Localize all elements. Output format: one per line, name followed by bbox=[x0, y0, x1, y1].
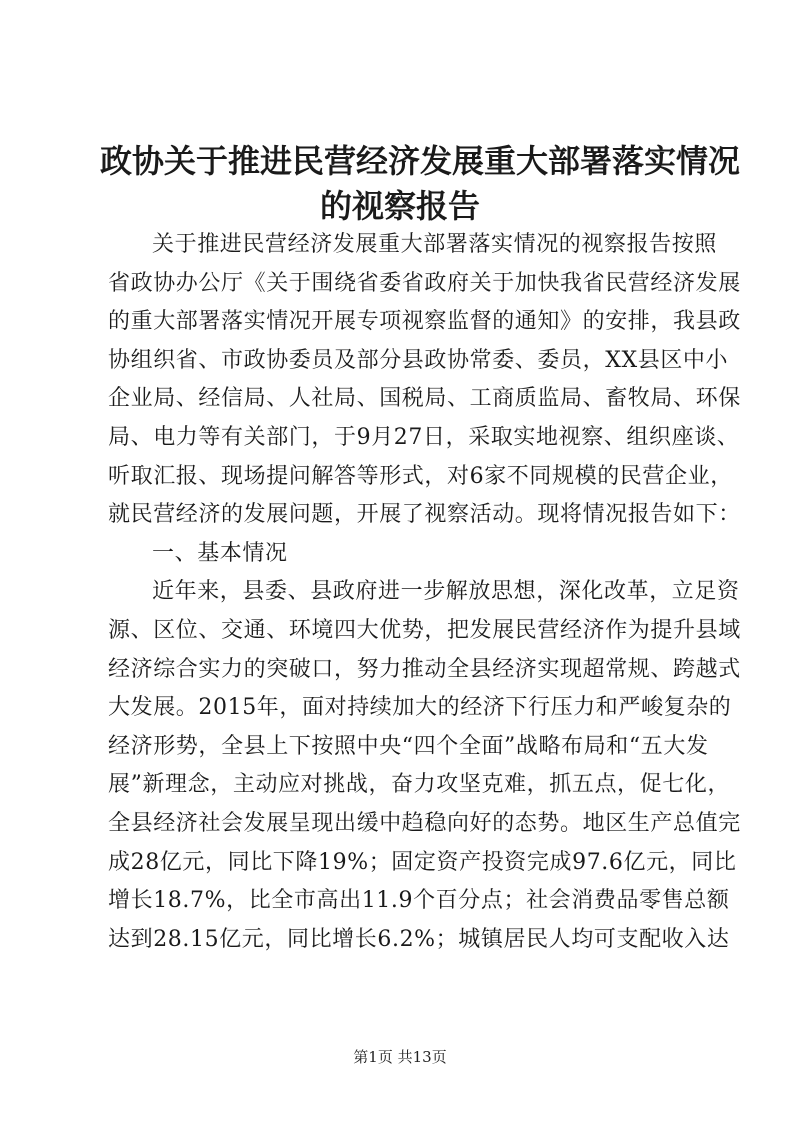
paragraph-line: 就民营经济的发展问题，开展了视察活动。现将情况报告如下： bbox=[108, 502, 741, 528]
paragraph-line: 展”新理念，主动应对挑战，奋力攻坚克难，抓五点，促七化， bbox=[108, 772, 731, 798]
document-title-line-2: 的视察报告 bbox=[319, 187, 480, 225]
document-body bbox=[108, 226, 741, 959]
paragraph-line: 省政协办公厅《关于围绕省委省政府关于加快我省民营经济发展 bbox=[108, 270, 741, 296]
paragraph-line: 增长18.7%，比全市高出11.9个百分点；社会消费品零售总额 bbox=[108, 888, 730, 914]
document-title-line-1: 政协关于推进民营经济发展重大部署落实情况 bbox=[100, 142, 741, 180]
paragraph-line: 经济形势，全县上下按照中央“四个全面”战略布局和“五大发 bbox=[108, 733, 709, 759]
paragraph-line: 协组织省、市政协委员及部分县政协常委、委员，XX县区中小 bbox=[108, 347, 729, 373]
paragraph-line: 局、电力等有关部门，于9月27日，采取实地视察、组织座谈、 bbox=[108, 424, 740, 450]
paragraph-line: 企业局、经信局、人社局、国税局、工商质监局、畜牧局、环保 bbox=[108, 386, 741, 412]
paragraph-line: 听取汇报、现场提问解答等形式，对6家不同规模的民营企业， bbox=[108, 463, 733, 489]
paragraph-line: 全县经济社会发展呈现出缓中趋稳向好的态势。地区生产总值完 bbox=[108, 810, 741, 836]
section-heading: 一、基本情况 bbox=[152, 540, 288, 566]
paragraph-line: 大发展。2015年，面对持续加大的经济下行压力和严峻复杂的 bbox=[108, 695, 732, 721]
paragraph-line: 近年来，县委、县政府进一步解放思想，深化改革，立足资 bbox=[152, 579, 740, 605]
page-number-footer: 第1页 共13页 bbox=[353, 1048, 447, 1066]
paragraph-line: 关于推进民营经济发展重大部署落实情况的视察报告按照 bbox=[152, 232, 718, 257]
paragraph-line: 经济综合实力的突破口，努力推动全县经济实现超常规、跨越式 bbox=[108, 656, 741, 682]
paragraph-line: 达到28.15亿元，同比增长6.2%；城镇居民人均可支配收入达 bbox=[108, 926, 730, 952]
paragraph-line: 源、区位、交通、环境四大优势，把发展民营经济作为提升县域 bbox=[108, 617, 741, 643]
paragraph-line: 成28亿元，同比下降19%；固定资产投资完成97.6亿元，同比 bbox=[108, 849, 737, 875]
paragraph-line: 的重大部署落实情况开展专项视察监督的通知》的安排，我县政 bbox=[108, 309, 741, 335]
